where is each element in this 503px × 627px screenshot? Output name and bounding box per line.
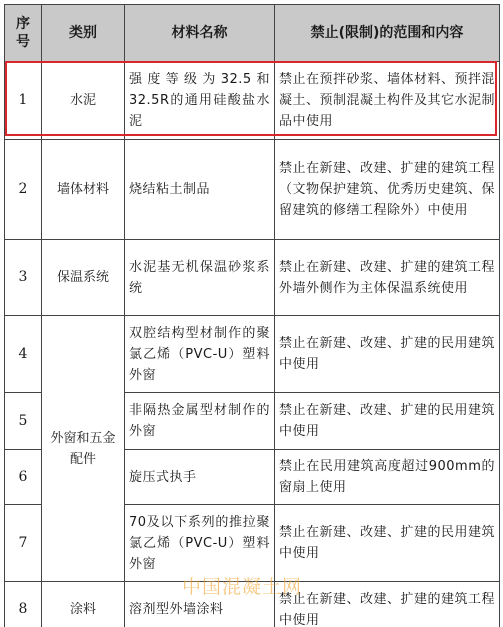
header-category: 类别 bbox=[42, 5, 125, 62]
header-material: 材料名称 bbox=[125, 5, 275, 62]
row-seq: 7 bbox=[5, 505, 42, 582]
row-seq: 2 bbox=[5, 140, 42, 240]
table-header-row bbox=[5, 5, 500, 62]
table-row bbox=[5, 62, 500, 140]
row-seq: 6 bbox=[5, 450, 42, 505]
row-material: 双腔结构型材制作的聚氯乙烯（PVC-U）塑料外窗 bbox=[125, 316, 275, 393]
header-seq: 序号 bbox=[5, 5, 42, 62]
restriction-table-container bbox=[4, 4, 499, 627]
restriction-table bbox=[4, 4, 500, 627]
row-scope: 禁止在新建、改建、扩建的建筑工程中使用 bbox=[275, 582, 500, 627]
row-material: 旋压式执手 bbox=[125, 450, 275, 505]
row-category: 水泥 bbox=[42, 62, 125, 140]
row-scope: 禁止在新建、改建、扩建的建筑工程（文物保护建筑、优秀历史建筑、保留建筑的修缮工程除外）中使用 bbox=[275, 140, 500, 240]
row-scope: 禁止在预拌砂浆、墙体材料、预拌混凝土、预制混凝土构件及其它水泥制品中使用 bbox=[275, 62, 500, 140]
row-scope: 禁止在民用建筑高度超过900mm的窗扇上使用 bbox=[275, 450, 500, 505]
table-row bbox=[5, 140, 500, 240]
table-row bbox=[5, 240, 500, 316]
row-scope: 禁止在新建、改建、扩建的民用建筑中使用 bbox=[275, 316, 500, 393]
header-scope: 禁止(限制)的范围和内容 bbox=[275, 5, 500, 62]
row-material: 70及以下系列的推拉聚氯乙烯（PVC-U）塑料外窗 bbox=[125, 505, 275, 582]
row-seq: 1 bbox=[5, 62, 42, 140]
row-seq: 5 bbox=[5, 393, 42, 450]
table-row bbox=[5, 316, 500, 393]
row-category: 保温系统 bbox=[42, 240, 125, 316]
row-category: 外窗和五金配件 bbox=[42, 316, 125, 582]
row-seq: 3 bbox=[5, 240, 42, 316]
row-material: 烧结粘土制品 bbox=[125, 140, 275, 240]
row-category: 涂料 bbox=[42, 582, 125, 627]
row-seq: 8 bbox=[5, 582, 42, 627]
row-seq: 4 bbox=[5, 316, 42, 393]
row-material: 溶剂型外墙涂料 bbox=[125, 582, 275, 627]
row-scope: 禁止在新建、改建、扩建的建筑工程外墙外侧作为主体保温系统使用 bbox=[275, 240, 500, 316]
row-material: 水泥基无机保温砂浆系统 bbox=[125, 240, 275, 316]
table-row bbox=[5, 582, 500, 627]
row-material: 非隔热金属型材制作的外窗 bbox=[125, 393, 275, 450]
row-scope: 禁止在新建、改建、扩建的民用建筑中使用 bbox=[275, 393, 500, 450]
watermark: 中国混凝土网 bbox=[182, 576, 303, 598]
row-category: 墙体材料 bbox=[42, 140, 125, 240]
row-material: 强度等级为32.5和32.5R的通用硅酸盐水泥 bbox=[125, 62, 275, 140]
row-scope: 禁止在新建、改建、扩建的民用建筑中使用 bbox=[275, 505, 500, 582]
